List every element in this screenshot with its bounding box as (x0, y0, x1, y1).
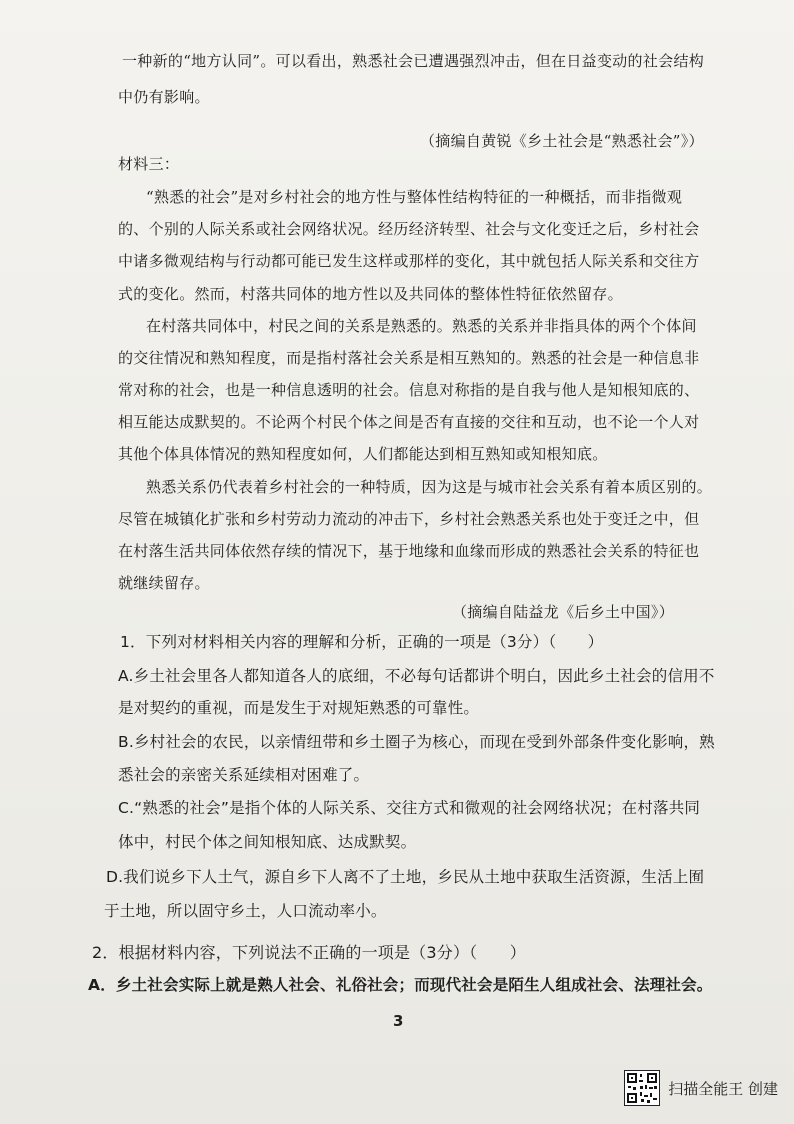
watermark-text: 扫描全能王 创建 (668, 1079, 778, 1098)
page-number: 3 (393, 1012, 404, 1030)
option-d: D.我们说乡下人土气，源自乡下人离不了土地，乡民从土地中获取生活资源，生活上囿 (106, 868, 705, 886)
text-line: 的、个别的人际关系或社会网络状况。经历经济转型、社会与文化变迁之后，乡村社会 (118, 220, 700, 238)
option-a: A．乡土社会实际上就是熟人社会、礼俗社会；而现代社会是陌生人组成社会、法理社会。 (88, 976, 713, 994)
option-a: A.乡土社会里各人都知道各人的底细，不必每句话都讲个明白，因此乡土社会的信用不 (118, 667, 715, 685)
option-d-cont: 于土地，所以固守乡土，人口流动率小。 (104, 902, 387, 920)
text-line: 在村落生活共同体依然存续的情况下，基于地缘和血缘而形成的熟悉社会关系的特征也 (118, 542, 700, 560)
scanner-watermark (624, 1068, 778, 1108)
text-line: 尽管在城镇化扩张和乡村劳动力流动的冲击下，乡村社会熟悉关系也处于变迁之中，但 (118, 510, 700, 528)
text-line: 式的变化。然而，村落共同体的地方性以及共同体的整体性特征依然留存。 (118, 285, 623, 303)
text-line: 中诸多微观结构与行动都可能已发生这样或那样的变化，其中就包括人际关系和交往方 (118, 252, 700, 270)
text-line: 中仍有影响。 (118, 88, 210, 106)
option-b: B.乡村社会的农民，以亲情纽带和乡土圈子为核心，而现在受到外部条件变化影响，熟 (118, 733, 715, 751)
text-line: 一种新的“地方认同”。可以看出，熟悉社会已遭遇强烈冲击，但在日益变动的社会结构 (122, 52, 705, 70)
question-2: 2．根据材料内容，下列说法不正确的一项是（3分）（ ） (92, 943, 526, 962)
section-heading: 材料三： (118, 155, 180, 173)
text-line: 其他个体具体情况的熟知程度如何，人们都能达到相互熟知或知根知底。 (118, 445, 608, 463)
text-line: “熟悉的社会”是对乡村社会的地方性与整体性结构特征的一种概括，而非指微观 (146, 188, 683, 206)
question-1: 1．下列对材料相关内容的理解和分析，正确的一项是（3分）（ ） (120, 633, 604, 651)
text-line: 在村落共同体中，村民之间的关系是熟悉的。熟悉的关系并非指具体的两个个体间 (146, 317, 697, 335)
text-line: 就继续留存。 (118, 574, 210, 592)
text-line: 熟悉关系仍代表着乡村社会的一种特质，因为这是与城市社会关系有着本质区别的。 (146, 478, 713, 496)
option-b-cont: 悉社会的亲密关系延续相对困难了。 (118, 766, 370, 784)
option-c: C.“熟悉的社会”是指个体的人际关系、交往方式和微观的社会网络状况；在村落共同 (118, 799, 701, 817)
source-citation: （摘编自黄锐《乡土社会是“熟悉社会”》） (420, 132, 704, 150)
option-c-cont: 体中，村民个体之间知根知底、达成默契。 (118, 833, 417, 851)
option-a-cont: 是对契约的重视，而是发生于对规矩熟悉的可靠性。 (118, 699, 480, 717)
text-line: 的交往情况和熟知程度，而是指村落社会关系是相互熟知的。熟悉的社会是一种信息非 (118, 349, 700, 367)
text-line: 相互能达成默契的。不论两个村民个体之间是否有直接的交往和互动，也不论一个人对 (118, 413, 700, 431)
text-line: 常对称的社会，也是一种信息透明的社会。信息对称指的是自我与他人是知根知底的、 (118, 381, 700, 399)
qr-code-icon (624, 1070, 660, 1106)
source-citation: （摘编自陆益龙《后乡土中国》） (452, 603, 675, 621)
